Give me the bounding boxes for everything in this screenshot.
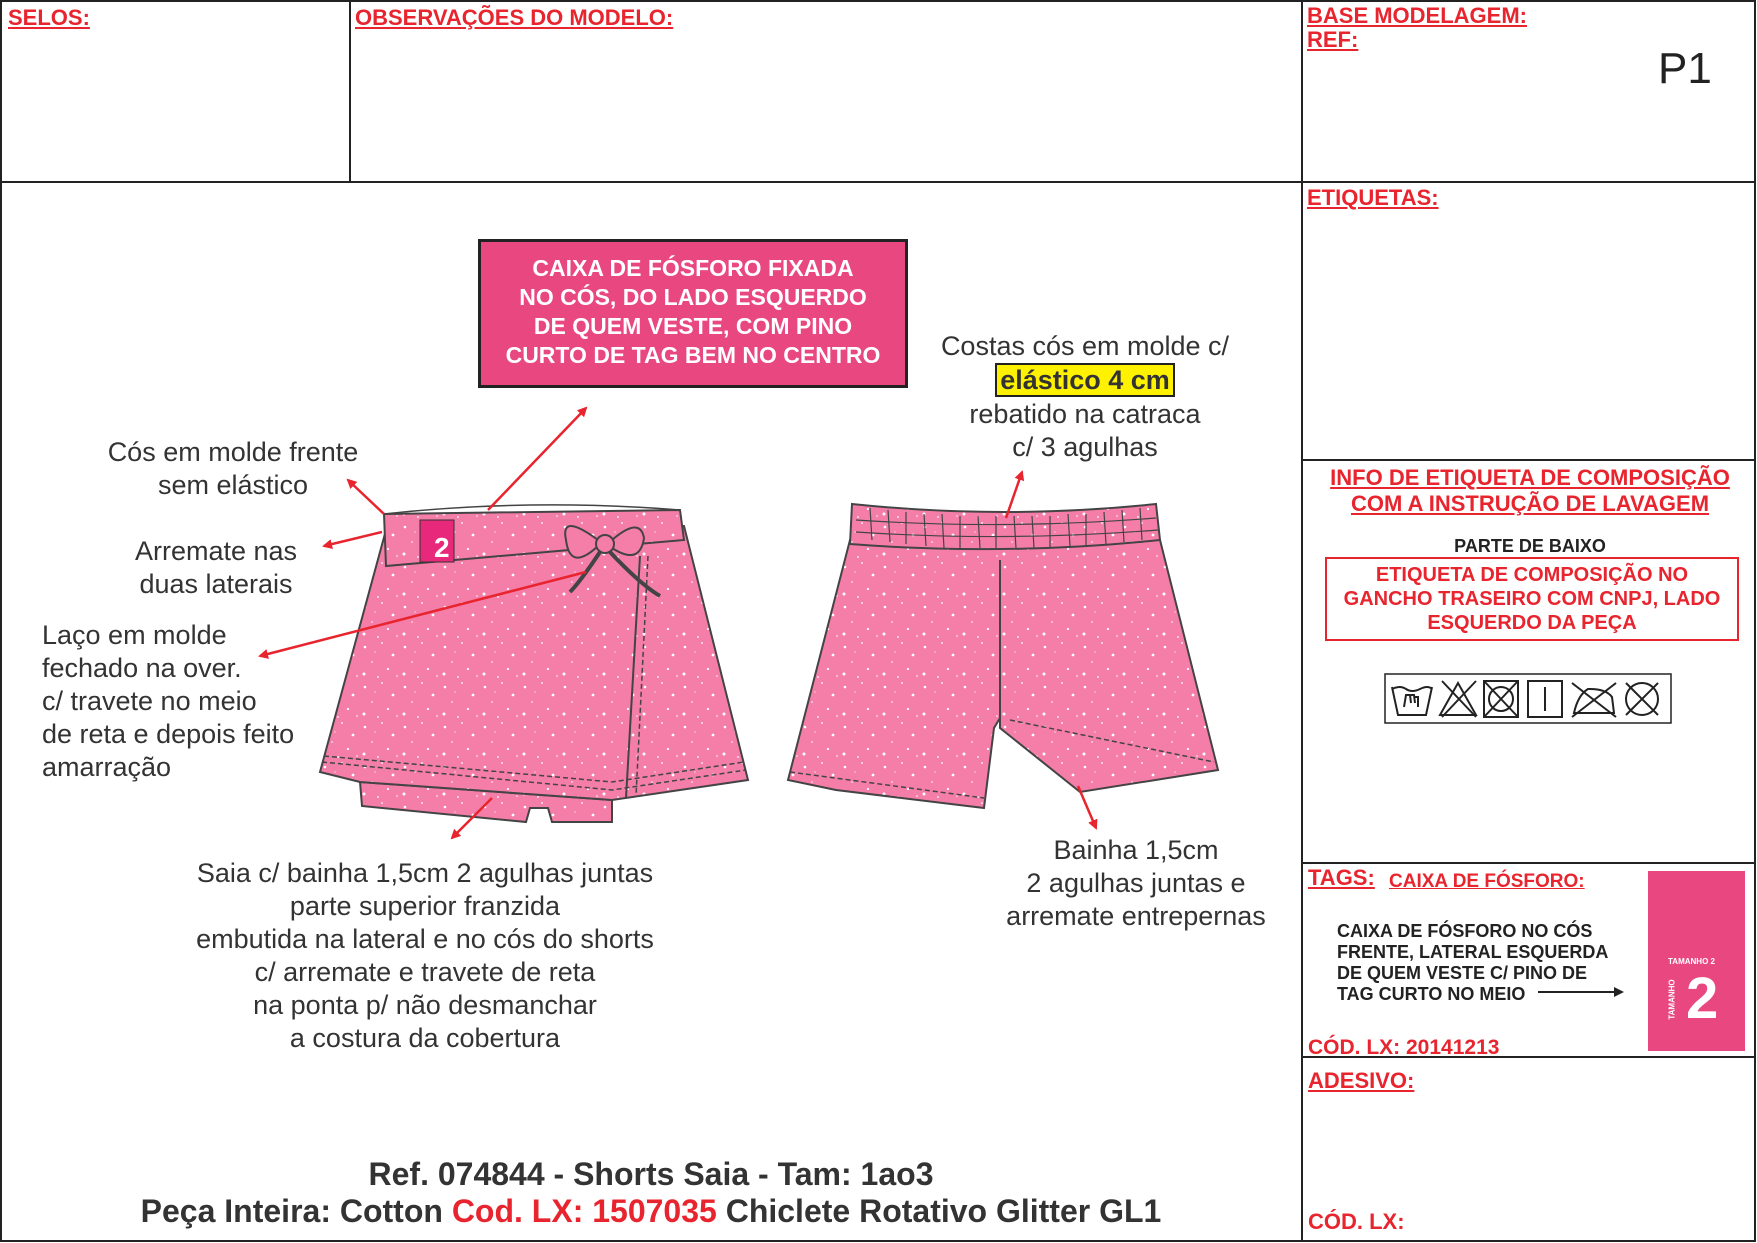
note-costas-line3: rebatido na catraca bbox=[969, 399, 1201, 429]
note-saia-line6: a costura da cobertura bbox=[289, 1023, 561, 1053]
note-saia-line3: embutida na lateral e no cós do shorts bbox=[196, 924, 654, 954]
footer-fabric-suffix: Chiclete Rotativo Glitter GL1 bbox=[716, 1193, 1162, 1229]
base-modelagem-label: BASE MODELAGEM: bbox=[1307, 3, 1527, 28]
info-composicao-title-1: INFO DE ETIQUETA DE COMPOSIÇÃO bbox=[1330, 465, 1730, 490]
composicao-box-line1: ETIQUETA DE COMPOSIÇÃO NO bbox=[1375, 564, 1689, 586]
callout-line4: CURTO DE TAG BEM NO CENTRO bbox=[505, 342, 881, 368]
note-arremate bbox=[116, 535, 316, 601]
front-size-tag-number: 2 bbox=[434, 532, 450, 563]
note-cos-frente bbox=[88, 436, 378, 502]
note-laco-line2: fechado na over. bbox=[42, 653, 242, 683]
note-saia-line4: c/ arremate e travete de reta bbox=[254, 957, 596, 987]
note-costas-line1: Costas cós em molde c/ bbox=[940, 331, 1230, 361]
arrow-matchbox bbox=[488, 408, 586, 510]
info-composicao-title-2: COM A INSTRUÇÃO DE LAVAGEM bbox=[1350, 491, 1710, 516]
pilot-code: P1 bbox=[1658, 44, 1712, 93]
note-laco-line5: amarração bbox=[42, 752, 172, 782]
note-bainha-line3: arremate entrepernas bbox=[1006, 901, 1266, 931]
ref-label: REF: bbox=[1307, 27, 1359, 52]
note-costas-highlight: elástico 4 cm bbox=[995, 363, 1175, 397]
tag-card-vertical-text: TAMANHO bbox=[1667, 979, 1677, 1020]
note-bainha-line2: 2 agulhas juntas e bbox=[1026, 868, 1246, 898]
tags-label: TAGS: bbox=[1308, 865, 1375, 890]
note-cos-frente-line2: sem elástico bbox=[157, 470, 309, 500]
note-saia-line1: Saia c/ bainha 1,5cm 2 agulhas juntas bbox=[196, 858, 654, 888]
observacoes-label: OBSERVAÇÕES DO MODELO: bbox=[355, 5, 674, 30]
note-bainha-line1: Bainha 1,5cm bbox=[1053, 835, 1219, 865]
parte-de-baixo: PARTE DE BAIXO bbox=[1454, 536, 1606, 556]
note-cos-frente-line1: Cós em molde frente bbox=[107, 437, 359, 467]
tag-note-line4: TAG CURTO NO MEIO bbox=[1337, 984, 1526, 1004]
note-bainha bbox=[986, 834, 1286, 933]
note-laco bbox=[42, 619, 294, 784]
note-laco-line1: Laço em molde bbox=[42, 620, 227, 650]
footer-fabric bbox=[2, 1193, 1300, 1230]
note-arremate-line2: duas laterais bbox=[139, 569, 293, 599]
note-laco-line4: de reta e depois feito bbox=[42, 719, 295, 749]
cod-lx-adesivo: CÓD. LX: bbox=[1308, 1209, 1405, 1234]
callout-line1: CAIXA DE FÓSFORO FIXADA bbox=[532, 255, 854, 281]
matchbox-callout bbox=[478, 239, 908, 388]
note-arremate-line1: Arremate nas bbox=[134, 536, 298, 566]
note-costas bbox=[920, 330, 1250, 464]
footer-fabric-code: Cod. LX: 1507035 bbox=[451, 1193, 717, 1229]
tag-card-number: 2 bbox=[1686, 966, 1719, 1031]
footer-reference: Ref. 074844 - Shorts Saia - Tam: 1ao3 bbox=[368, 1156, 934, 1192]
tag-note-line1: CAIXA DE FÓSFORO NO CÓS bbox=[1337, 921, 1593, 941]
callout-line2: NO CÓS, DO LADO ESQUERDO bbox=[519, 284, 867, 310]
etiquetas-label: ETIQUETAS: bbox=[1307, 185, 1439, 210]
tag-note-line3: DE QUEM VESTE C/ PINO DE bbox=[1337, 963, 1588, 983]
front-view-skort bbox=[320, 505, 748, 822]
tag-note-line2: FRENTE, LATERAL ESQUERDA bbox=[1337, 942, 1609, 962]
adesivo-label: ADESIVO: bbox=[1308, 1068, 1415, 1093]
cod-lx-tag: CÓD. LX: 20141213 bbox=[1308, 1036, 1500, 1059]
footer-fabric-prefix: Peça Inteira: Cotton bbox=[140, 1193, 452, 1229]
selos-label: SELOS: bbox=[8, 5, 90, 30]
caixa-fosforo-label: CAIXA DE FÓSFORO: bbox=[1389, 871, 1585, 892]
composicao-box-line2: GANCHO TRASEIRO COM CNPJ, LADO bbox=[1343, 588, 1721, 610]
note-saia-line2: parte superior franzida bbox=[289, 891, 561, 921]
note-saia-line5: na ponta p/ não desmanchar bbox=[253, 990, 597, 1020]
note-saia bbox=[170, 857, 680, 1055]
note-laco-line3: c/ travete no meio bbox=[42, 686, 257, 716]
arrow-bainha bbox=[1078, 786, 1096, 828]
tag-card-size-text: TAMANHO 2 bbox=[1668, 957, 1715, 966]
composicao-box-line3: ESQUERDO DA PEÇA bbox=[1427, 612, 1637, 634]
arrow-arremate bbox=[324, 532, 382, 546]
back-view-shorts bbox=[788, 504, 1218, 808]
callout-line3: DE QUEM VESTE, COM PINO bbox=[533, 313, 853, 339]
note-costas-line4: c/ 3 agulhas bbox=[1012, 432, 1158, 462]
